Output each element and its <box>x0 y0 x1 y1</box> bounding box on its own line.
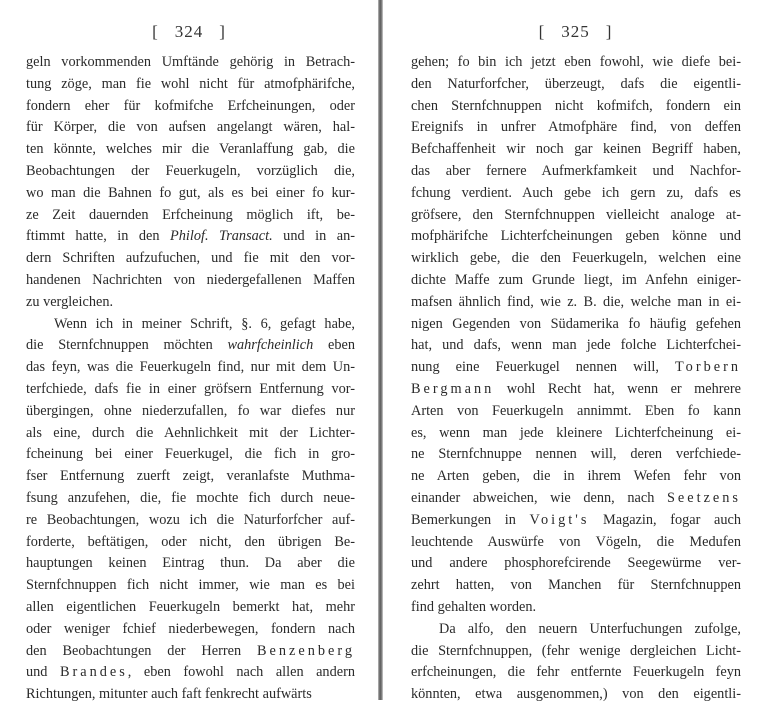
text-line: fcheinung bei einer Feuerkugel, die fich in gro- <box>26 446 355 463</box>
text-line: das aber fernere Aufmerkfamkeit und Nachfor- <box>411 162 741 179</box>
text-line: die Sternfchnuppen, (fehr wenige dergleichen Licht- <box>411 642 741 659</box>
text-line: fchung verdient. Auch gebe ich gern zu, dafs es <box>411 184 741 201</box>
text-line: den Naturforfcher, überzeugt, dafs die eigentli- <box>411 75 741 92</box>
text-line: und Brandes, eben fowohl nach allen andern <box>26 664 355 681</box>
right-page <box>386 0 765 703</box>
text-line: gröfsere, den Sternfchnuppen vielleicht analoge at- <box>411 206 741 223</box>
page-number-left: [ 324 ] <box>152 22 226 41</box>
text-line: fser Entfernung zuerft zeigt, veranlafste Muthma- <box>26 468 355 485</box>
text-line: Ereignifs in unfrer Atmofphäre find, von deffen <box>411 119 741 136</box>
text-line: allen eigentlichen Feuerkugeln bemerkt hat, mehr <box>26 598 355 615</box>
text-line: und andere phosphorefcirende Seegewürme ver- <box>411 555 741 572</box>
text-line: re Beobachtungen, wozu ich die Naturforfcher auf- <box>26 511 355 528</box>
text-line: zehrt hatten, von Manchen für Sternfchnuppen <box>411 577 741 594</box>
text-line: übergingen, ohne niederzufallen, fo war diefes nur <box>26 402 355 419</box>
text-line: nigen Gegenden von Südamerika fo häufig gefehen <box>411 315 741 332</box>
text-line: wirklich gebe, die den Feuerkugeln, welchen eine <box>411 250 741 267</box>
text-line: find gehalten worden. <box>411 598 537 615</box>
text-line: zu vergleichen. <box>26 293 114 310</box>
text-line: ne Arten geben, die in ihrem Wefen fehr von <box>411 468 741 485</box>
text-line: chen Sternfchnuppen nicht kofmifch, fondern ein <box>411 97 741 114</box>
text-line: forderte, beftätigen, oder nicht, den übrigen Be- <box>26 533 355 550</box>
text-line: leuchtende Auswürfe von Vögeln, die Medufen <box>411 533 741 550</box>
text-line: fondern eher für kofmifche Erfcheinungen, oder <box>26 97 355 114</box>
text-line: ne Sternfchnuppe nennen will, deren verfchiede- <box>411 446 741 463</box>
page-number-value: 324 <box>174 22 204 41</box>
text-line: mafsen ähnlich find, wie z. B. die, welche man in ei- <box>411 293 741 310</box>
text-line: als eine, durch die Aehnlichkeit mit der Lichter- <box>26 424 355 441</box>
text-line: Da alfo, den neuern Unterfuchungen zufolge, <box>439 620 741 637</box>
left-page-body-text <box>26 52 355 706</box>
text-line: fsung anzufehen, die, fie mochte fich durch neue- <box>26 489 355 506</box>
right-page-body-text <box>411 52 741 706</box>
text-line: geln vorkommenden Umftände gehörig in Betrach- <box>26 54 355 70</box>
text-line: Arten von Feuerkugeln annimmt. Eben fo kann <box>411 402 741 419</box>
text-line: Richtungen, mitunter auch faft fenkrecht aufwärts <box>26 686 312 703</box>
text-line: es, wenn man jede kleinere Lichterfcheinung ei- <box>411 424 741 441</box>
text-line: für Körper, die von aufsen angelangt wären, hal- <box>26 119 355 136</box>
text-line: hauptungen keinen Eintrag thun. Da aber die <box>26 555 355 572</box>
text-line: hat, und dafs, wenn man jede folche Lichterfchei- <box>411 337 741 354</box>
text-line: oder weniger fchief niederbewegen, fondern nach <box>26 620 355 637</box>
text-line: Wenn ich in meiner Schrift, §. 6, gefagt habe, <box>54 315 355 332</box>
text-line: tung zöge, man fie wohl nicht für atmofphärifche, <box>26 75 355 92</box>
text-line: terfchiede, dafs fie in einer gröfsern Entfernung vor- <box>26 380 355 397</box>
text-line: dichte Maffe zum Grunde liegt, im Anfehn einiger- <box>411 271 741 288</box>
text-line: könnten, etwa ausgenommen,) von den eigentli- <box>411 686 741 703</box>
page-number-value: 325 <box>561 22 590 41</box>
text-line: Befchaffenheit wir noch gar keinen Begriff haben, <box>411 141 741 158</box>
text-line: mofphärifche Lichterfcheinungen geben könne und <box>411 228 741 245</box>
text-line: Beobachtungen der Feuerkugeln, vorzüglich die, <box>26 162 355 179</box>
text-line: Bemerkungen in Voigt's Magazin, fogar auch <box>411 511 742 528</box>
text-line: die Sternfchnuppen möchten wahrfcheinlich eben <box>26 337 355 354</box>
text-line: Sternfchnuppen fich nicht immer, wie man es bei <box>26 577 355 594</box>
text-line: handenen Nachrichten von niedergefallenen Maffen <box>26 271 355 288</box>
text-line: Bergmann wohl Recht hat, wenn er mehrere <box>411 380 741 397</box>
text-line: ten könnte, welches mir die Veranlaffung gab, die <box>26 141 355 158</box>
text-line: nung eine Feuerkugel nennen will, Torbern <box>411 359 741 376</box>
text-line: den Beobachtungen der Herren Benzenberg <box>26 642 355 659</box>
text-line: wo man die Bahnen fo gut, als es bei einer fo kur- <box>26 184 355 201</box>
text-line: dern Schriften aufzufuchen, und fie mit den vor- <box>26 250 355 267</box>
book-spine <box>378 0 383 700</box>
left-page <box>0 0 378 703</box>
text-line: das feyn, was die Feuerkugeln find, nur mit dem Un- <box>26 359 355 376</box>
text-line: ftimmt hatte, in den Philof. Transact. und in an- <box>26 228 355 245</box>
text-line: gehen; fo bin ich jetzt eben fowohl, wie diefe bei- <box>411 54 741 70</box>
page-number-right: [ 325 ] <box>538 22 613 41</box>
text-line: einander abweichen, wie denn, nach Seetzens <box>411 489 741 506</box>
text-line: erfcheinungen, die fehr entfernte Feuerkugeln feyn <box>411 664 741 681</box>
text-line: ze Zeit dauernden Erfcheinung möglich ift, be- <box>26 206 355 223</box>
